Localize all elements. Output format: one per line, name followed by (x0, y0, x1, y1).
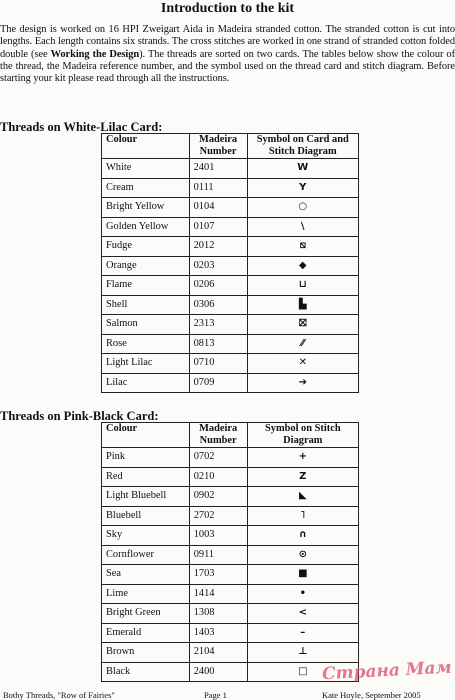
watermark-logo: Страна Мам (321, 657, 453, 685)
table-row (102, 373, 359, 393)
colour-cell: Light Bluebell (102, 487, 190, 507)
number-cell: 1003 (189, 526, 247, 546)
symbol-cell: ∩ (247, 526, 358, 546)
white-lilac-heading: Threads on White-Lilac Card: (0, 120, 163, 134)
table-row (102, 276, 359, 296)
table-row (102, 643, 359, 663)
colour-cell: Sea (102, 565, 190, 585)
number-header: Madeira Number (189, 423, 247, 448)
colour-cell: Shell (102, 295, 190, 315)
colour-cell: Bright Yellow (102, 198, 190, 218)
table-row (102, 354, 359, 374)
number-cell: 2313 (189, 315, 247, 335)
colour-cell: Brown (102, 643, 190, 663)
table-row (102, 467, 359, 487)
intro-paragraph (0, 24, 455, 85)
intro-bold-reference: Working the Design (50, 48, 140, 60)
number-cell: 1308 (189, 604, 247, 624)
table-row (102, 526, 359, 546)
number-header: Madeira Number (189, 134, 247, 159)
intro-text-part-1: The design is worked on 16 HPI Zweigart Aida in Madeira stranded cotton. The stranded cotton is cut into lengths. Each length contains six strands. The cross stitches are worked in one strand of stranded cotton folded double (see (0, 24, 455, 60)
pink-black-heading: Threads on Pink-Black Card: (0, 409, 159, 423)
colour-cell: White (102, 159, 190, 179)
symbol-cell: ○ (247, 198, 358, 218)
symbol-cell: □ (247, 662, 358, 682)
symbol-cell: ■ (247, 565, 358, 585)
table-header-row (102, 423, 359, 448)
symbol-cell: ⊔ (247, 276, 358, 296)
colour-cell: Bright Green (102, 604, 190, 624)
colour-cell: Flame (102, 276, 190, 296)
symbol-cell: ▙ (247, 295, 358, 315)
symbol-cell: ◆ (247, 256, 358, 276)
intro-text-part-2: ). The threads are sorted on two cards. The tables below show the colour of the thread, the Madeira reference number, and the symbol used on the thread card and stitch diagram. Before starting your kit please read through all the instructions. (0, 48, 455, 85)
symbol-cell: W (247, 159, 358, 179)
colour-cell: Sky (102, 526, 190, 546)
footer-left: Bothy Threads, "Row of Fairies" (3, 690, 115, 700)
footer-right: Kate Hoyle, September 2005 (322, 690, 421, 700)
number-cell: 0104 (189, 198, 247, 218)
colour-cell: Cornflower (102, 545, 190, 565)
colour-cell: Pink (102, 448, 190, 468)
table-row (102, 487, 359, 507)
number-cell: 0902 (189, 487, 247, 507)
number-cell: 2012 (189, 237, 247, 257)
number-cell: 0911 (189, 545, 247, 565)
colour-cell: Orange (102, 256, 190, 276)
symbol-cell: – (247, 623, 358, 643)
number-cell: 0203 (189, 256, 247, 276)
table-row (102, 178, 359, 198)
symbol-cell: ⧅ (247, 237, 358, 257)
symbol-cell: ➔ (247, 373, 358, 393)
colour-cell: Salmon (102, 315, 190, 335)
number-cell: 0710 (189, 354, 247, 374)
number-cell: 0306 (189, 295, 247, 315)
number-cell: 0210 (189, 467, 247, 487)
symbol-cell: Y (247, 178, 358, 198)
page-footer (0, 690, 455, 700)
colour-cell: Golden Yellow (102, 217, 190, 237)
symbol-cell: ⁄⁄ (247, 334, 358, 354)
symbol-cell: < (247, 604, 358, 624)
number-cell: 0709 (189, 373, 247, 393)
colour-cell: Rose (102, 334, 190, 354)
symbol-header: Symbol on Stitch Diagram (247, 423, 358, 448)
number-cell: 2400 (189, 662, 247, 682)
table-row (102, 662, 359, 682)
symbol-cell: ⊙ (247, 545, 358, 565)
symbol-cell: \ (247, 217, 358, 237)
symbol-cell: ◣ (247, 487, 358, 507)
table-row (102, 545, 359, 565)
table-row (102, 237, 359, 257)
symbol-cell: • (247, 584, 358, 604)
number-cell: 0107 (189, 217, 247, 237)
table-row (102, 448, 359, 468)
footer-page-number: Page 1 (204, 690, 227, 700)
number-cell: 1414 (189, 584, 247, 604)
table-row (102, 584, 359, 604)
symbol-cell: + (247, 448, 358, 468)
page-title: Introduction to the kit (160, 1, 295, 16)
symbol-cell: ⛝ (247, 315, 358, 335)
colour-cell: Emerald (102, 623, 190, 643)
table-row (102, 334, 359, 354)
colour-cell: Lilac (102, 373, 190, 393)
symbol-cell: ⊥ (247, 643, 358, 663)
symbol-header: Symbol on Card and Stitch Diagram (247, 134, 358, 159)
number-cell: 0813 (189, 334, 247, 354)
colour-cell: Red (102, 467, 190, 487)
colour-cell: Bluebell (102, 506, 190, 526)
number-cell: 0111 (189, 178, 247, 198)
table-row (102, 565, 359, 585)
white-lilac-table (101, 133, 359, 393)
colour-cell: Light Lilac (102, 354, 190, 374)
colour-cell: Cream (102, 178, 190, 198)
colour-header: Colour (102, 423, 190, 448)
number-cell: 0702 (189, 448, 247, 468)
table-row (102, 198, 359, 218)
table-row (102, 604, 359, 624)
table-header-row (102, 134, 359, 159)
table-row (102, 506, 359, 526)
colour-cell: Fudge (102, 237, 190, 257)
table-row (102, 256, 359, 276)
symbol-cell: ✕ (247, 354, 358, 374)
table-row (102, 623, 359, 643)
colour-cell: Lime (102, 584, 190, 604)
pink-black-table (101, 422, 359, 682)
number-cell: 1403 (189, 623, 247, 643)
table-row (102, 315, 359, 335)
number-cell: 0206 (189, 276, 247, 296)
symbol-cell: Z (247, 467, 358, 487)
table-row (102, 159, 359, 179)
number-cell: 1703 (189, 565, 247, 585)
table-row (102, 217, 359, 237)
table-row (102, 295, 359, 315)
colour-header: Colour (102, 134, 190, 159)
number-cell: 2401 (189, 159, 247, 179)
number-cell: 2104 (189, 643, 247, 663)
number-cell: 2702 (189, 506, 247, 526)
colour-cell: Black (102, 662, 190, 682)
symbol-cell: ˥ (247, 506, 358, 526)
